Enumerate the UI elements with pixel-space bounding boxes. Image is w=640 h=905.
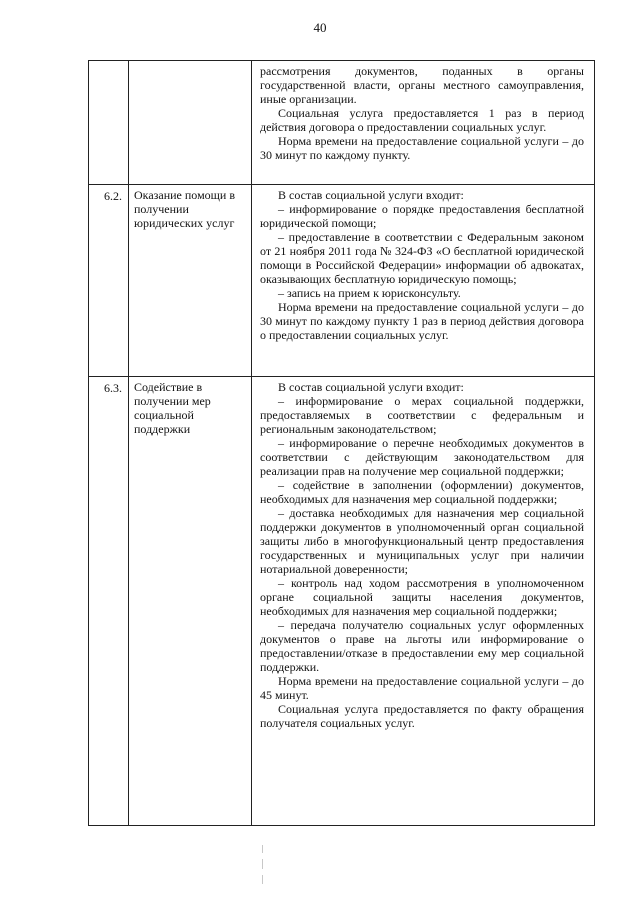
service-description — [252, 377, 595, 826]
description-paragraph: В состав социальной услуги входит: — [278, 380, 464, 394]
description-paragraph: В состав социальной услуги входит: — [278, 188, 464, 202]
description-paragraph: рассмотрения документов, поданных в органы государственной власти, органы местного самоуправления, иные организации. — [260, 64, 584, 106]
description-paragraph: Социальная услуга предоставляется по факту обращения получателя социальных услуг. — [260, 702, 584, 730]
description-paragraph: Норма времени на предоставление социальной услуги – до 45 минут. — [260, 674, 584, 702]
description-paragraph: – передача получателю социальных услуг оформленных документов о праве на льготы или информирование о предоставлении/отказе в предоставлении ему мер социальной поддержки. — [260, 618, 584, 674]
description-paragraph: – информирование о порядке предоставления бесплатной юридической помощи; — [260, 202, 584, 230]
row-number — [89, 61, 129, 185]
description-paragraph: – информирование о мерах социальной поддержки, предоставляемых в соответствии с федеральным и региональным законодательством; — [260, 394, 584, 436]
description-paragraph: Норма времени на предоставление социальной услуги – до 30 минут по каждому пункту. — [260, 134, 584, 162]
page-number: 40 — [313, 20, 327, 35]
service-name — [129, 61, 252, 185]
scan-mark — [262, 859, 263, 869]
service-description — [252, 185, 595, 377]
description-paragraph: – содействие в заполнении (оформлении) документов, необходимых для назначения мер социальной поддержки; — [260, 478, 584, 506]
table-row — [89, 185, 595, 377]
description-paragraph: – доставка необходимых для назначения мер социальной поддержки документов в уполномоченный орган социальной защиты либо в многофункциональный центр предоставления государственных и муниципальных услуг при наличии нотариальной доверенности; — [260, 506, 584, 576]
table-row — [89, 61, 595, 185]
description-paragraph: – контроль над ходом рассмотрения в уполномоченном органе социальной защиты населения документов, необходимых для назначения мер социальной поддержки; — [260, 576, 584, 618]
table-row — [89, 377, 595, 826]
description-paragraph: Социальная услуга предоставляется 1 раз в период действия договора о предоставлении социальных услуг. — [260, 106, 584, 134]
scan-mark — [262, 875, 263, 884]
description-paragraph: Норма времени на предоставление социальной услуги – до 30 минут по каждому пункту 1 раз в период действия договора о предоставлении социальных услуг. — [260, 300, 584, 342]
service-name: Оказание помощи в получении юридических услуг — [129, 185, 252, 377]
description-paragraph: – предоставление в соответствии с Федеральным законом от 21 ноября 2011 года № 324-ФЗ «О бесплатной юридической помощи в Российской Федерации» информации об адвокатах, оказывающих бесплатную юридическую помощь; — [260, 230, 584, 286]
description-paragraph: – информирование о перечне необходимых документов в соответствии с действующим законодательством для реализации прав на получение мер социальной поддержки; — [260, 436, 584, 478]
scan-mark — [262, 845, 263, 853]
services-table — [88, 60, 595, 826]
service-description — [252, 61, 595, 185]
description-paragraph: – запись на прием к юрисконсульту. — [278, 286, 461, 300]
service-name: Содействие в получении мер социальной поддержки — [129, 377, 252, 826]
row-number: 6.2. — [89, 185, 129, 377]
row-number: 6.3. — [89, 377, 129, 826]
